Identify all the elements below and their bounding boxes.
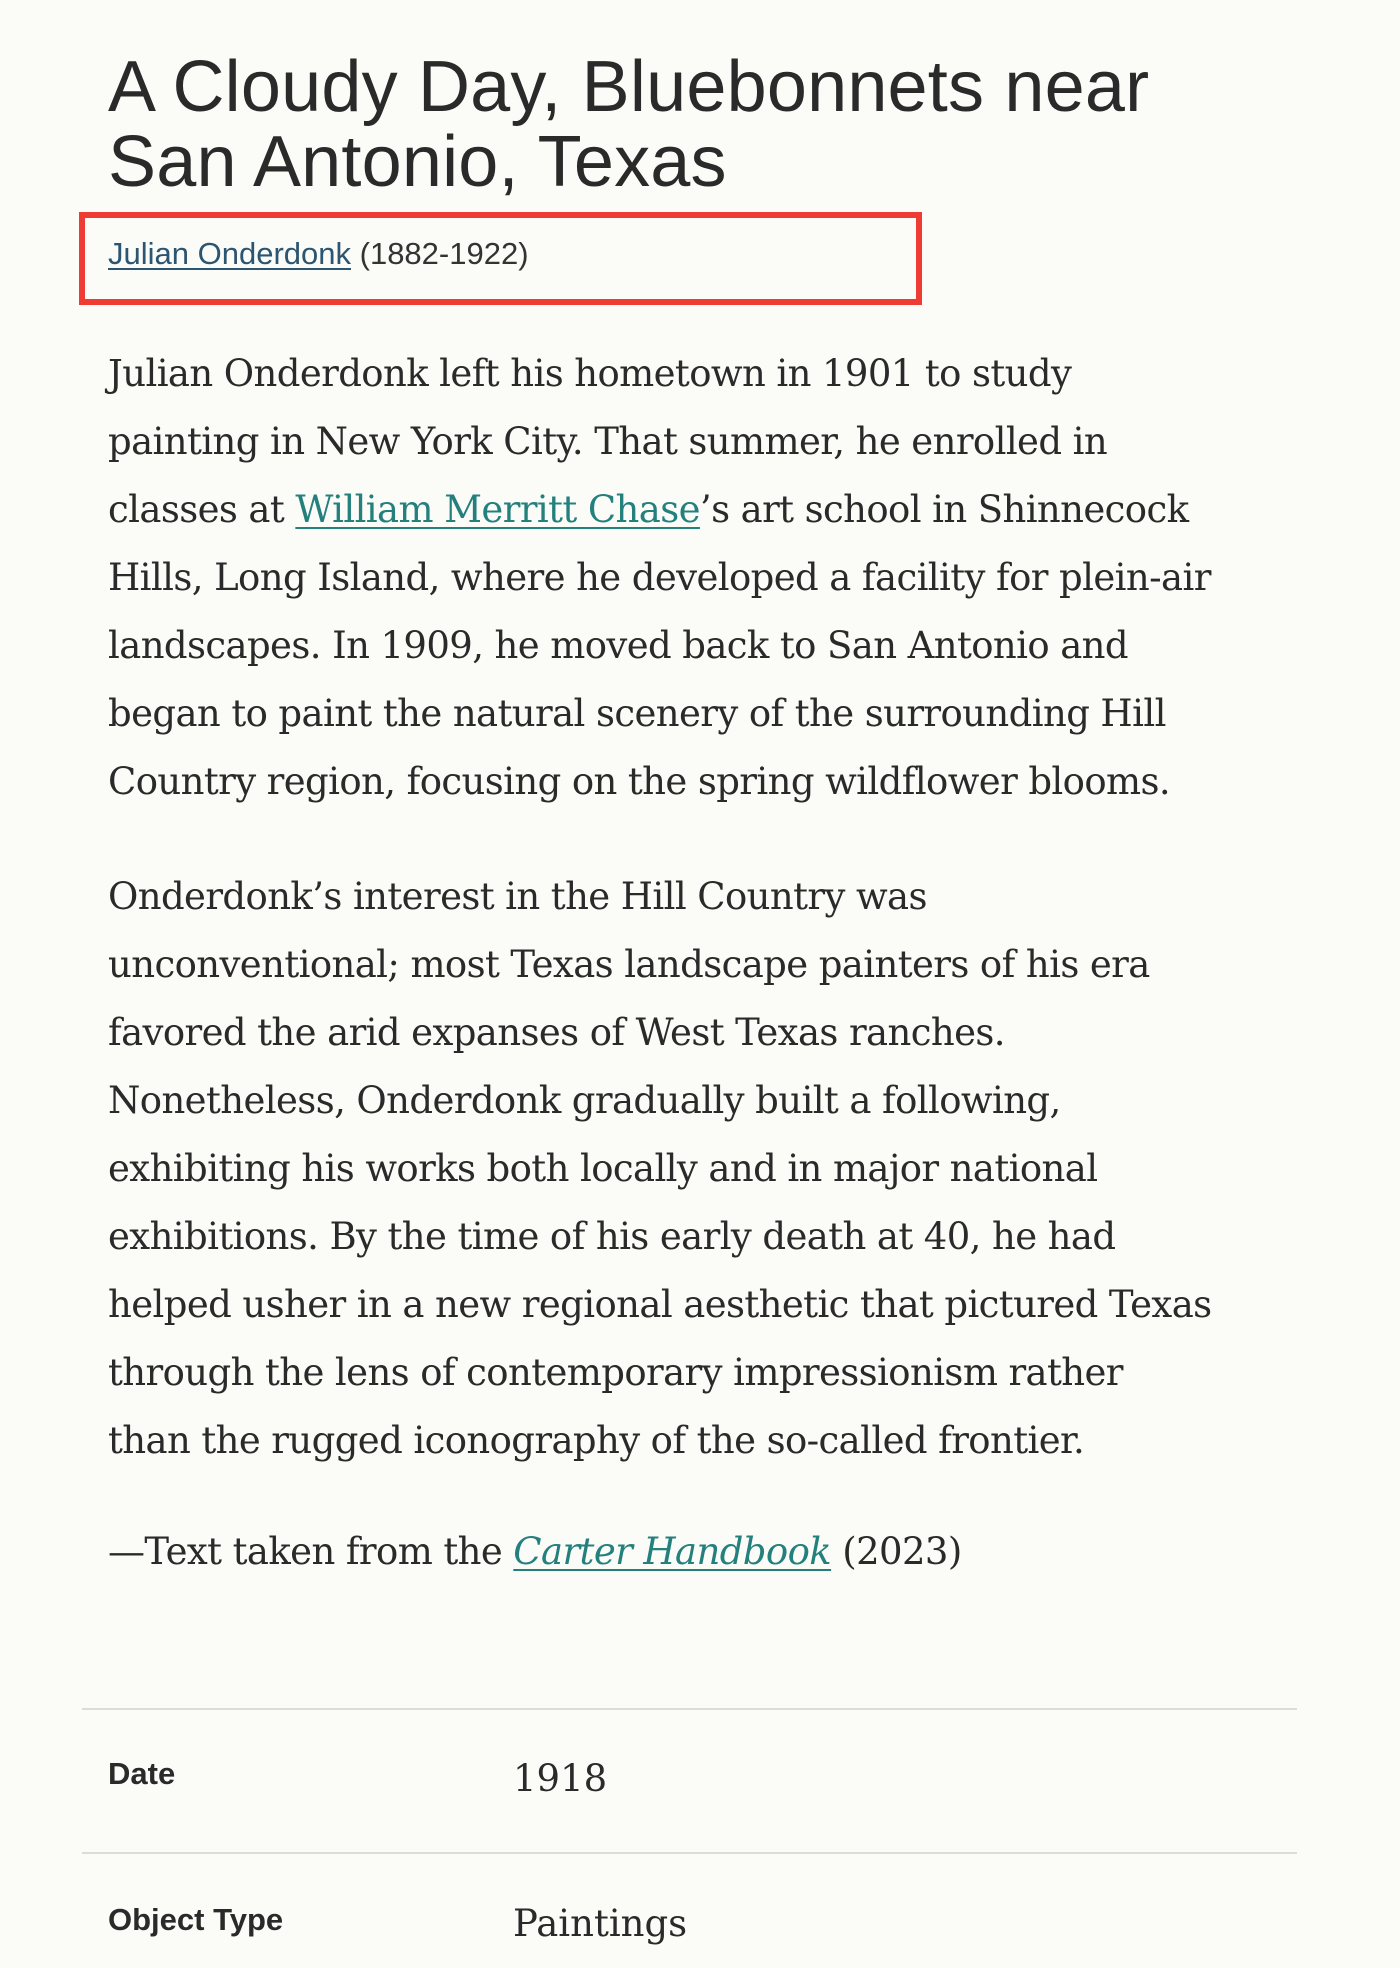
detail-value-date: 1918: [513, 1757, 608, 1800]
paragraph-1-line-4: Hills, Long Island, where he developed a facility for plein-air: [108, 556, 1211, 599]
william-merritt-chase-link[interactable]: William Merritt Chase: [295, 488, 700, 531]
artwork-title-line-2: San Antonio, Texas: [108, 122, 727, 202]
source-line: [108, 1518, 1308, 1586]
artist-name-link[interactable]: Julian Onderdonk: [108, 236, 351, 271]
paragraph-1-line-3: [108, 476, 1308, 544]
paragraph-2-line-9: than the rugged iconography of the so-called frontier.: [108, 1419, 1085, 1462]
details-divider-top: [82, 1708, 1297, 1710]
text-source-credit: [108, 1518, 1308, 1586]
detail-label-object-type: Object Type: [108, 1902, 284, 1937]
artwork-title: [108, 47, 1308, 202]
artwork-title-line-1: A Cloudy Day, Bluebonnets near: [108, 47, 1150, 127]
detail-label-date: Date: [108, 1756, 176, 1791]
paragraph-2-line-1: Onderdonk’s interest in the Hill Country was: [108, 875, 927, 918]
paragraph-2-line-6: exhibitions. By the time of his early death at 40, he had: [108, 1215, 1116, 1258]
paragraph-1-line-3-before: classes at: [108, 488, 296, 531]
paragraph-2-line-4: Nonetheless, Onderdonk gradually built a following,: [108, 1079, 1061, 1122]
source-suffix: (2023): [831, 1530, 962, 1573]
paragraph-2-line-2: unconventional; most Texas landscape painters of his era: [108, 943, 1150, 986]
paragraph-2-line-3: favored the arid expanses of West Texas ranches.: [108, 1011, 1005, 1054]
source-prefix: —Text taken from the: [108, 1530, 514, 1573]
details-divider-middle: [82, 1852, 1297, 1854]
artist-byline: [108, 234, 529, 274]
paragraph-2-line-8: through the lens of contemporary impressionism rather: [108, 1351, 1123, 1394]
description-paragraph-2: [108, 863, 1308, 1475]
paragraph-1-line-1: Julian Onderdonk left his hometown in 1901 to study: [108, 352, 1072, 395]
artist-dates: (1882-1922): [359, 236, 529, 271]
paragraph-2-line-5: exhibiting his works both locally and in major national: [108, 1147, 1098, 1190]
paragraph-1-line-6: began to paint the natural scenery of the surrounding Hill: [108, 692, 1166, 735]
description-paragraph-1: [108, 340, 1308, 816]
carter-handbook-link[interactable]: Carter Handbook: [513, 1530, 832, 1573]
paragraph-1-line-2: painting in New York City. That summer, he enrolled in: [108, 420, 1108, 463]
paragraph-1-line-3-after: ’s art school in Shinnecock: [699, 488, 1189, 531]
paragraph-1-line-5: landscapes. In 1909, he moved back to San Antonio and: [108, 624, 1128, 667]
paragraph-1-line-7: Country region, focusing on the spring wildflower blooms.: [108, 760, 1171, 803]
paragraph-2-line-7: helped usher in a new regional aesthetic that pictured Texas: [108, 1283, 1212, 1326]
detail-value-object-type: Paintings: [513, 1902, 688, 1945]
